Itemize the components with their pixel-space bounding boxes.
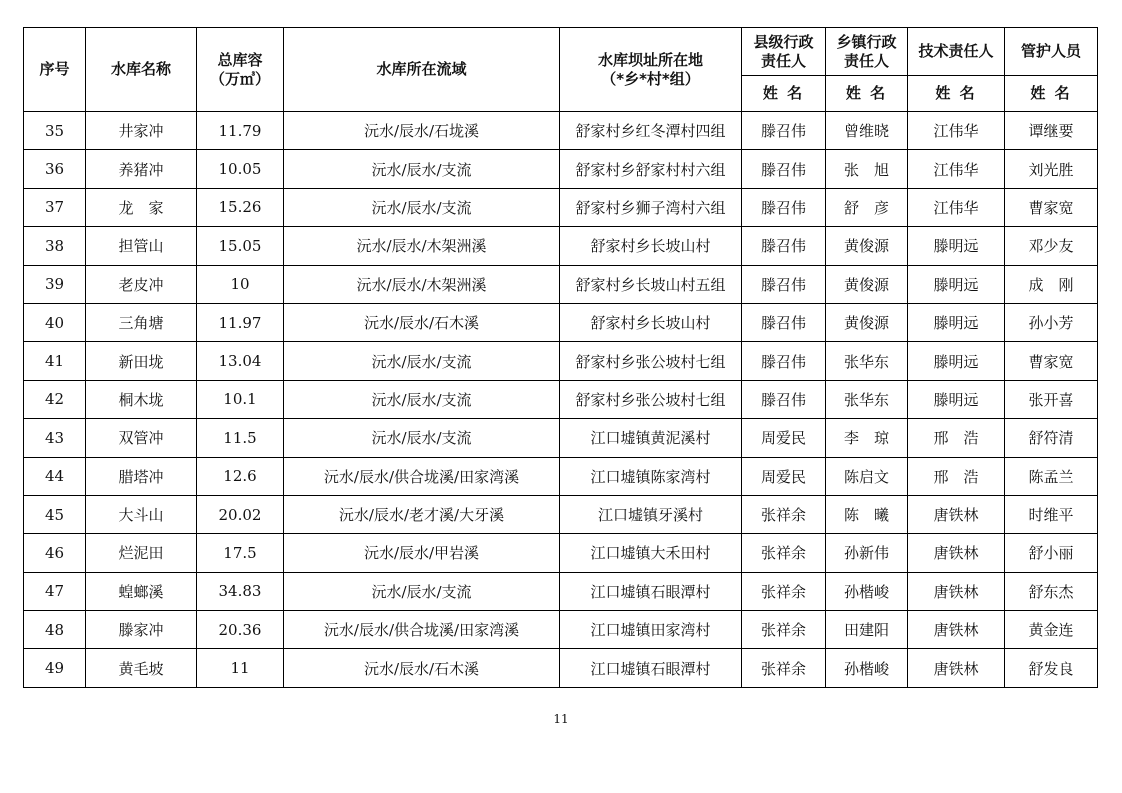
cell-county: 滕召伟 [742,265,826,303]
cell-no: 41 [24,342,86,380]
table-row [24,342,1098,380]
cell-keeper: 成 刚 [1005,265,1098,303]
cell-no: 36 [24,150,86,188]
col-header-location [560,28,742,112]
cell-town: 黄俊源 [826,265,908,303]
col-header-capacity [197,28,284,112]
cell-town: 田建阳 [826,611,908,649]
cell-name: 烂泥田 [86,534,197,572]
cell-basin: 沅水/辰水/石木溪 [284,303,560,341]
cell-county: 张祥余 [742,495,826,533]
table-row [24,380,1098,418]
cell-location: 舒家村乡狮子湾村六组 [560,188,742,226]
cell-capacity: 20.02 [197,495,284,533]
cell-tech: 滕明远 [908,227,1005,265]
cell-capacity: 10 [197,265,284,303]
cell-town: 李 琼 [826,419,908,457]
cell-name: 蝗螂溪 [86,572,197,610]
cell-town: 孙楷峻 [826,649,908,687]
cell-location: 江口墟镇牙溪村 [560,495,742,533]
cell-town: 孙新伟 [826,534,908,572]
col-header-seq: 序号 [24,28,86,112]
cell-town: 黄俊源 [826,227,908,265]
col-header-county-line1: 县级行政 [753,32,814,51]
cell-capacity: 11 [197,649,284,687]
cell-tech: 唐铁林 [908,611,1005,649]
cell-basin: 沅水/辰水/供合垅溪/田家湾溪 [284,457,560,495]
cell-location: 江口墟镇石眼潭村 [560,649,742,687]
cell-basin: 沅水/辰水/木架洲溪 [284,265,560,303]
cell-basin: 沅水/辰水/支流 [284,419,560,457]
table-row [24,419,1098,457]
cell-name: 新田垅 [86,342,197,380]
col-header-keeper: 管护人员 [1005,28,1098,76]
cell-no: 49 [24,649,86,687]
cell-no: 35 [24,112,86,150]
cell-capacity: 13.04 [197,342,284,380]
cell-basin: 沅水/辰水/支流 [284,342,560,380]
col-header-county [742,28,826,76]
cell-basin: 沅水/辰水/老才溪/大牙溪 [284,495,560,533]
sub-header-town-name: 姓 名 [826,76,908,112]
cell-tech: 唐铁林 [908,572,1005,610]
cell-name: 井家冲 [86,112,197,150]
table-row [24,649,1098,687]
cell-keeper: 舒小丽 [1005,534,1098,572]
cell-no: 47 [24,572,86,610]
cell-town: 陈 曦 [826,495,908,533]
cell-location: 江口墟镇田家湾村 [560,611,742,649]
cell-location: 舒家村乡长坡山村五组 [560,265,742,303]
cell-county: 张祥余 [742,611,826,649]
col-header-town [826,28,908,76]
cell-keeper: 黄金连 [1005,611,1098,649]
cell-keeper: 谭继要 [1005,112,1098,150]
cell-tech: 滕明远 [908,265,1005,303]
table-row [24,150,1098,188]
table-row [24,303,1098,341]
sub-header-county-name: 姓 名 [742,76,826,112]
cell-county: 周爱民 [742,419,826,457]
col-header-county-line2: 责任人 [760,51,806,70]
cell-name: 黄毛坡 [86,649,197,687]
cell-name: 双管冲 [86,419,197,457]
cell-keeper: 舒发良 [1005,649,1098,687]
table-row [24,572,1098,610]
page-number: 11 [553,712,569,726]
col-header-basin: 水库所在流域 [284,28,560,112]
cell-county: 张祥余 [742,534,826,572]
table-row [24,611,1098,649]
sub-header-keeper-name: 姓 名 [1005,76,1098,112]
cell-county: 滕召伟 [742,188,826,226]
cell-location: 江口墟镇陈家湾村 [560,457,742,495]
cell-no: 39 [24,265,86,303]
cell-name: 腊塔冲 [86,457,197,495]
cell-basin: 沅水/辰水/支流 [284,150,560,188]
table-row [24,265,1098,303]
cell-county: 滕召伟 [742,227,826,265]
cell-county: 滕召伟 [742,112,826,150]
cell-capacity: 20.36 [197,611,284,649]
cell-tech: 江伟华 [908,150,1005,188]
table-row [24,534,1098,572]
cell-capacity: 34.83 [197,572,284,610]
cell-no: 40 [24,303,86,341]
col-header-capacity-line2: （万㎥） [209,69,270,88]
cell-capacity: 10.05 [197,150,284,188]
cell-name: 滕家冲 [86,611,197,649]
col-header-location-line2: （*乡*村*组） [601,69,700,88]
cell-county: 周爱民 [742,457,826,495]
cell-location: 江口墟镇黄泥溪村 [560,419,742,457]
table-row [24,457,1098,495]
cell-tech: 江伟华 [908,188,1005,226]
cell-basin: 沅水/辰水/支流 [284,188,560,226]
sub-header-tech-name: 姓 名 [908,76,1005,112]
cell-no: 43 [24,419,86,457]
cell-name: 桐木垅 [86,380,197,418]
table-row [24,495,1098,533]
cell-town: 张 旭 [826,150,908,188]
cell-town: 陈启文 [826,457,908,495]
col-header-name: 水库名称 [86,28,197,112]
cell-basin: 沅水/辰水/支流 [284,380,560,418]
cell-location: 舒家村乡红冬潭村四组 [560,112,742,150]
cell-keeper: 张开喜 [1005,380,1098,418]
cell-keeper: 陈孟兰 [1005,457,1098,495]
cell-town: 曾维晓 [826,112,908,150]
cell-no: 38 [24,227,86,265]
cell-town: 孙楷峻 [826,572,908,610]
table-row [24,112,1098,150]
cell-keeper: 舒东杰 [1005,572,1098,610]
cell-name: 养猪冲 [86,150,197,188]
cell-location: 江口墟镇石眼潭村 [560,572,742,610]
cell-tech: 邢 浩 [908,457,1005,495]
cell-keeper: 曹家宽 [1005,342,1098,380]
cell-county: 张祥余 [742,649,826,687]
cell-no: 37 [24,188,86,226]
cell-capacity: 11.79 [197,112,284,150]
table-body [24,112,1098,688]
cell-capacity: 17.5 [197,534,284,572]
cell-tech: 江伟华 [908,112,1005,150]
cell-tech: 滕明远 [908,380,1005,418]
cell-keeper: 邓少友 [1005,227,1098,265]
cell-town: 舒 彦 [826,188,908,226]
cell-tech: 滕明远 [908,342,1005,380]
cell-basin: 沅水/辰水/支流 [284,572,560,610]
cell-no: 42 [24,380,86,418]
cell-name: 大斗山 [86,495,197,533]
col-header-town-line1: 乡镇行政 [836,32,897,51]
cell-keeper: 时维平 [1005,495,1098,533]
cell-tech: 唐铁林 [908,649,1005,687]
cell-no: 45 [24,495,86,533]
cell-location: 舒家村乡张公坡村七组 [560,342,742,380]
cell-location: 舒家村乡长坡山村 [560,303,742,341]
cell-basin: 沅水/辰水/甲岩溪 [284,534,560,572]
cell-tech: 唐铁林 [908,495,1005,533]
cell-keeper: 孙小芳 [1005,303,1098,341]
cell-tech: 唐铁林 [908,534,1005,572]
cell-capacity: 10.1 [197,380,284,418]
cell-county: 滕召伟 [742,342,826,380]
cell-keeper: 刘光胜 [1005,150,1098,188]
cell-county: 滕召伟 [742,303,826,341]
cell-location: 舒家村乡长坡山村 [560,227,742,265]
cell-name: 三角塘 [86,303,197,341]
cell-town: 张华东 [826,342,908,380]
cell-no: 48 [24,611,86,649]
cell-name: 担管山 [86,227,197,265]
col-header-capacity-line1: 总库容 [217,50,263,69]
cell-name: 老皮冲 [86,265,197,303]
cell-no: 46 [24,534,86,572]
cell-capacity: 11.5 [197,419,284,457]
cell-tech: 邢 浩 [908,419,1005,457]
cell-capacity: 15.05 [197,227,284,265]
cell-basin: 沅水/辰水/石木溪 [284,649,560,687]
cell-keeper: 舒符清 [1005,419,1098,457]
cell-county: 滕召伟 [742,380,826,418]
col-header-town-line2: 责任人 [843,51,889,70]
cell-location: 舒家村乡舒家村村六组 [560,150,742,188]
table-row [24,188,1098,226]
table-row [24,227,1098,265]
col-header-tech: 技术责任人 [908,28,1005,76]
cell-basin: 沅水/辰水/供合垅溪/田家湾溪 [284,611,560,649]
cell-basin: 沅水/辰水/木架洲溪 [284,227,560,265]
cell-name: 龙 家 [86,188,197,226]
cell-no: 44 [24,457,86,495]
cell-location: 江口墟镇大禾田村 [560,534,742,572]
cell-town: 黄俊源 [826,303,908,341]
reservoir-table [23,27,1098,688]
cell-town: 张华东 [826,380,908,418]
col-header-location-line1: 水库坝址所在地 [597,50,703,69]
cell-basin: 沅水/辰水/石垅溪 [284,112,560,150]
cell-keeper: 曹家宽 [1005,188,1098,226]
cell-county: 张祥余 [742,572,826,610]
cell-location: 舒家村乡张公坡村七组 [560,380,742,418]
cell-capacity: 11.97 [197,303,284,341]
cell-tech: 滕明远 [908,303,1005,341]
cell-county: 滕召伟 [742,150,826,188]
cell-capacity: 15.26 [197,188,284,226]
cell-capacity: 12.6 [197,457,284,495]
